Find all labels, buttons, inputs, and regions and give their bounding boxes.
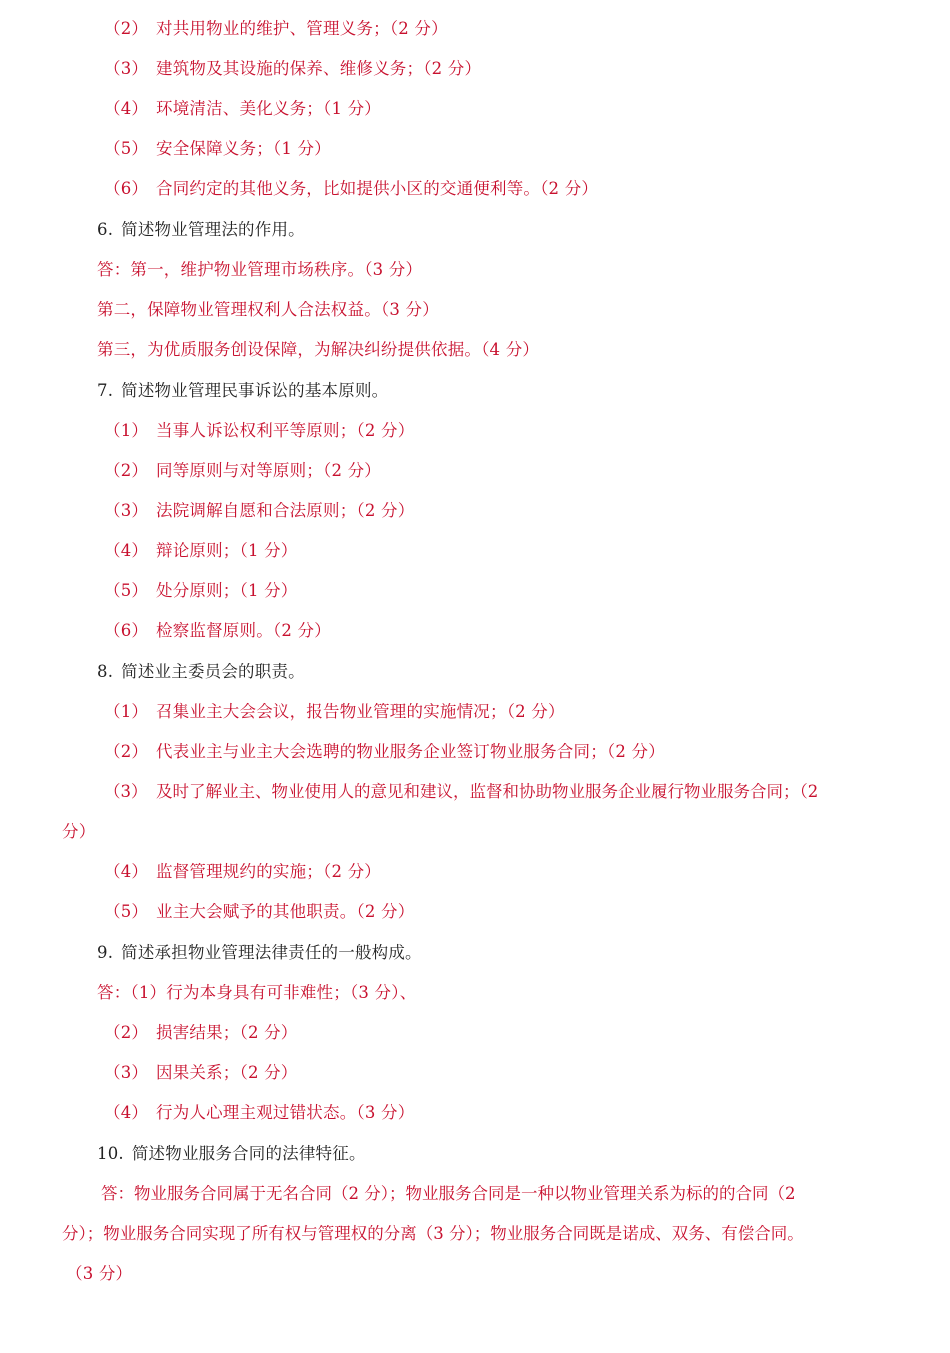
q10-answer-line-2: 分）；物业服务合同实现了所有权与管理权的分离（3 分）；物业服务合同既是诺成、双务、有偿合同。	[62, 1224, 804, 1243]
question-text: 简述物业管理法的作用。	[121, 220, 305, 239]
item-text: 业主大会赋予的其他职责。（2 分）	[156, 902, 415, 921]
q8-item-1	[104, 702, 565, 722]
item-text: 建筑物及其设施的保养、维修义务；（2 分）	[156, 59, 482, 78]
item-number: （4）	[104, 541, 149, 560]
item-text: 安全保障义务；（1 分）	[156, 139, 331, 158]
q10-question	[97, 1144, 366, 1164]
item-number: （4）	[104, 862, 149, 881]
q9-item-3	[104, 1063, 298, 1083]
q8-item-3-continuation: 分）	[62, 822, 96, 841]
question-number: 9.	[97, 943, 114, 962]
q6-answer-1: 答：第一，维护物业管理市场秩序。（3 分）	[97, 260, 423, 279]
item-number: （2）	[104, 19, 149, 38]
item-text: 当事人诉讼权利平等原则；（2 分）	[156, 421, 415, 440]
question-number: 7.	[97, 381, 114, 400]
q10-answer-line-1: 答：物业服务合同属于无名合同（2 分）；物业服务合同是一种以物业管理关系为标的的合同（2	[101, 1184, 796, 1203]
item-number: （3）	[104, 501, 149, 520]
item-number: （3）	[104, 782, 148, 801]
item-number: （1）	[104, 702, 149, 721]
item-text: 辩论原则；（1 分）	[156, 541, 298, 560]
q8-item-3	[104, 782, 818, 802]
q10-answer-line-3: （3 分）	[66, 1264, 133, 1283]
q5-item-2	[104, 19, 448, 39]
item-text: 同等原则与对等原则；（2 分）	[156, 461, 381, 480]
question-text: 简述物业服务合同的法律特征。	[131, 1144, 366, 1163]
q9-item-4	[104, 1103, 414, 1123]
q9-question	[97, 943, 422, 963]
item-text: 代表业主与业主大会选聘的物业服务企业签订物业服务合同；（2 分）	[156, 742, 665, 761]
item-number: （4）	[104, 99, 149, 118]
q7-item-1	[104, 421, 414, 441]
q7-item-3	[104, 501, 414, 521]
q5-item-3	[104, 59, 481, 79]
item-number: （2）	[104, 742, 149, 761]
q7-item-6	[104, 621, 331, 641]
question-text: 简述物业管理民事诉讼的基本原则。	[121, 381, 389, 400]
q8-item-2	[104, 742, 665, 762]
item-number: （3）	[104, 59, 149, 78]
q7-item-5	[104, 581, 298, 601]
q6-question	[97, 220, 305, 240]
item-text: 及时了解业主、物业使用人的意见和建议，监督和协助物业服务企业履行物业服务合同；（2	[156, 782, 819, 801]
item-text: 处分原则；（1 分）	[156, 581, 298, 600]
item-text: 行为人心理主观过错状态。（3 分）	[156, 1103, 415, 1122]
item-number: （3）	[104, 1063, 149, 1082]
q7-item-2	[104, 461, 381, 481]
q5-item-6	[104, 179, 598, 199]
question-number: 6.	[97, 220, 114, 239]
question-text: 简述业主委员会的职责。	[121, 662, 305, 681]
item-text: 召集业主大会会议，报告物业管理的实施情况；（2 分）	[156, 702, 565, 721]
q8-question	[97, 662, 305, 682]
question-number: 8.	[97, 662, 114, 681]
q5-item-5	[104, 139, 331, 159]
item-number: （5）	[104, 139, 149, 158]
item-number: （6）	[104, 621, 149, 640]
question-text: 简述承担物业管理法律责任的一般构成。	[121, 943, 422, 962]
item-text: 因果关系；（2 分）	[156, 1063, 298, 1082]
q8-item-5	[104, 902, 414, 922]
q6-answer-2: 第二，保障物业管理权利人合法权益。（3 分）	[97, 300, 439, 319]
item-text: 损害结果；（2 分）	[156, 1023, 298, 1042]
q9-answer-1: 答：（1）行为本身具有可非难性；（3 分）、	[97, 983, 417, 1002]
item-text: 检察监督原则。（2 分）	[156, 621, 331, 640]
item-number: （5）	[104, 581, 149, 600]
q9-item-2	[104, 1023, 298, 1043]
item-number: （5）	[104, 902, 149, 921]
item-number: （1）	[104, 421, 149, 440]
item-text: 合同约定的其他义务，比如提供小区的交通便利等。（2 分）	[156, 179, 599, 198]
question-number: 10.	[97, 1144, 124, 1163]
item-number: （4）	[104, 1103, 149, 1122]
q7-question	[97, 381, 388, 401]
item-number: （6）	[104, 179, 149, 198]
q6-answer-3: 第三，为优质服务创设保障，为解决纠纷提供依据。（4 分）	[97, 340, 540, 359]
item-text: 法院调解自愿和合法原则；（2 分）	[156, 501, 415, 520]
item-text: 环境清洁、美化义务；（1 分）	[156, 99, 381, 118]
q8-item-4	[104, 862, 381, 882]
item-text: 对共用物业的维护、管理义务；（2 分）	[156, 19, 448, 38]
item-number: （2）	[104, 1023, 149, 1042]
q5-item-4	[104, 99, 381, 119]
item-number: （2）	[104, 461, 149, 480]
q7-item-4	[104, 541, 298, 561]
item-text: 监督管理规约的实施；（2 分）	[156, 862, 381, 881]
